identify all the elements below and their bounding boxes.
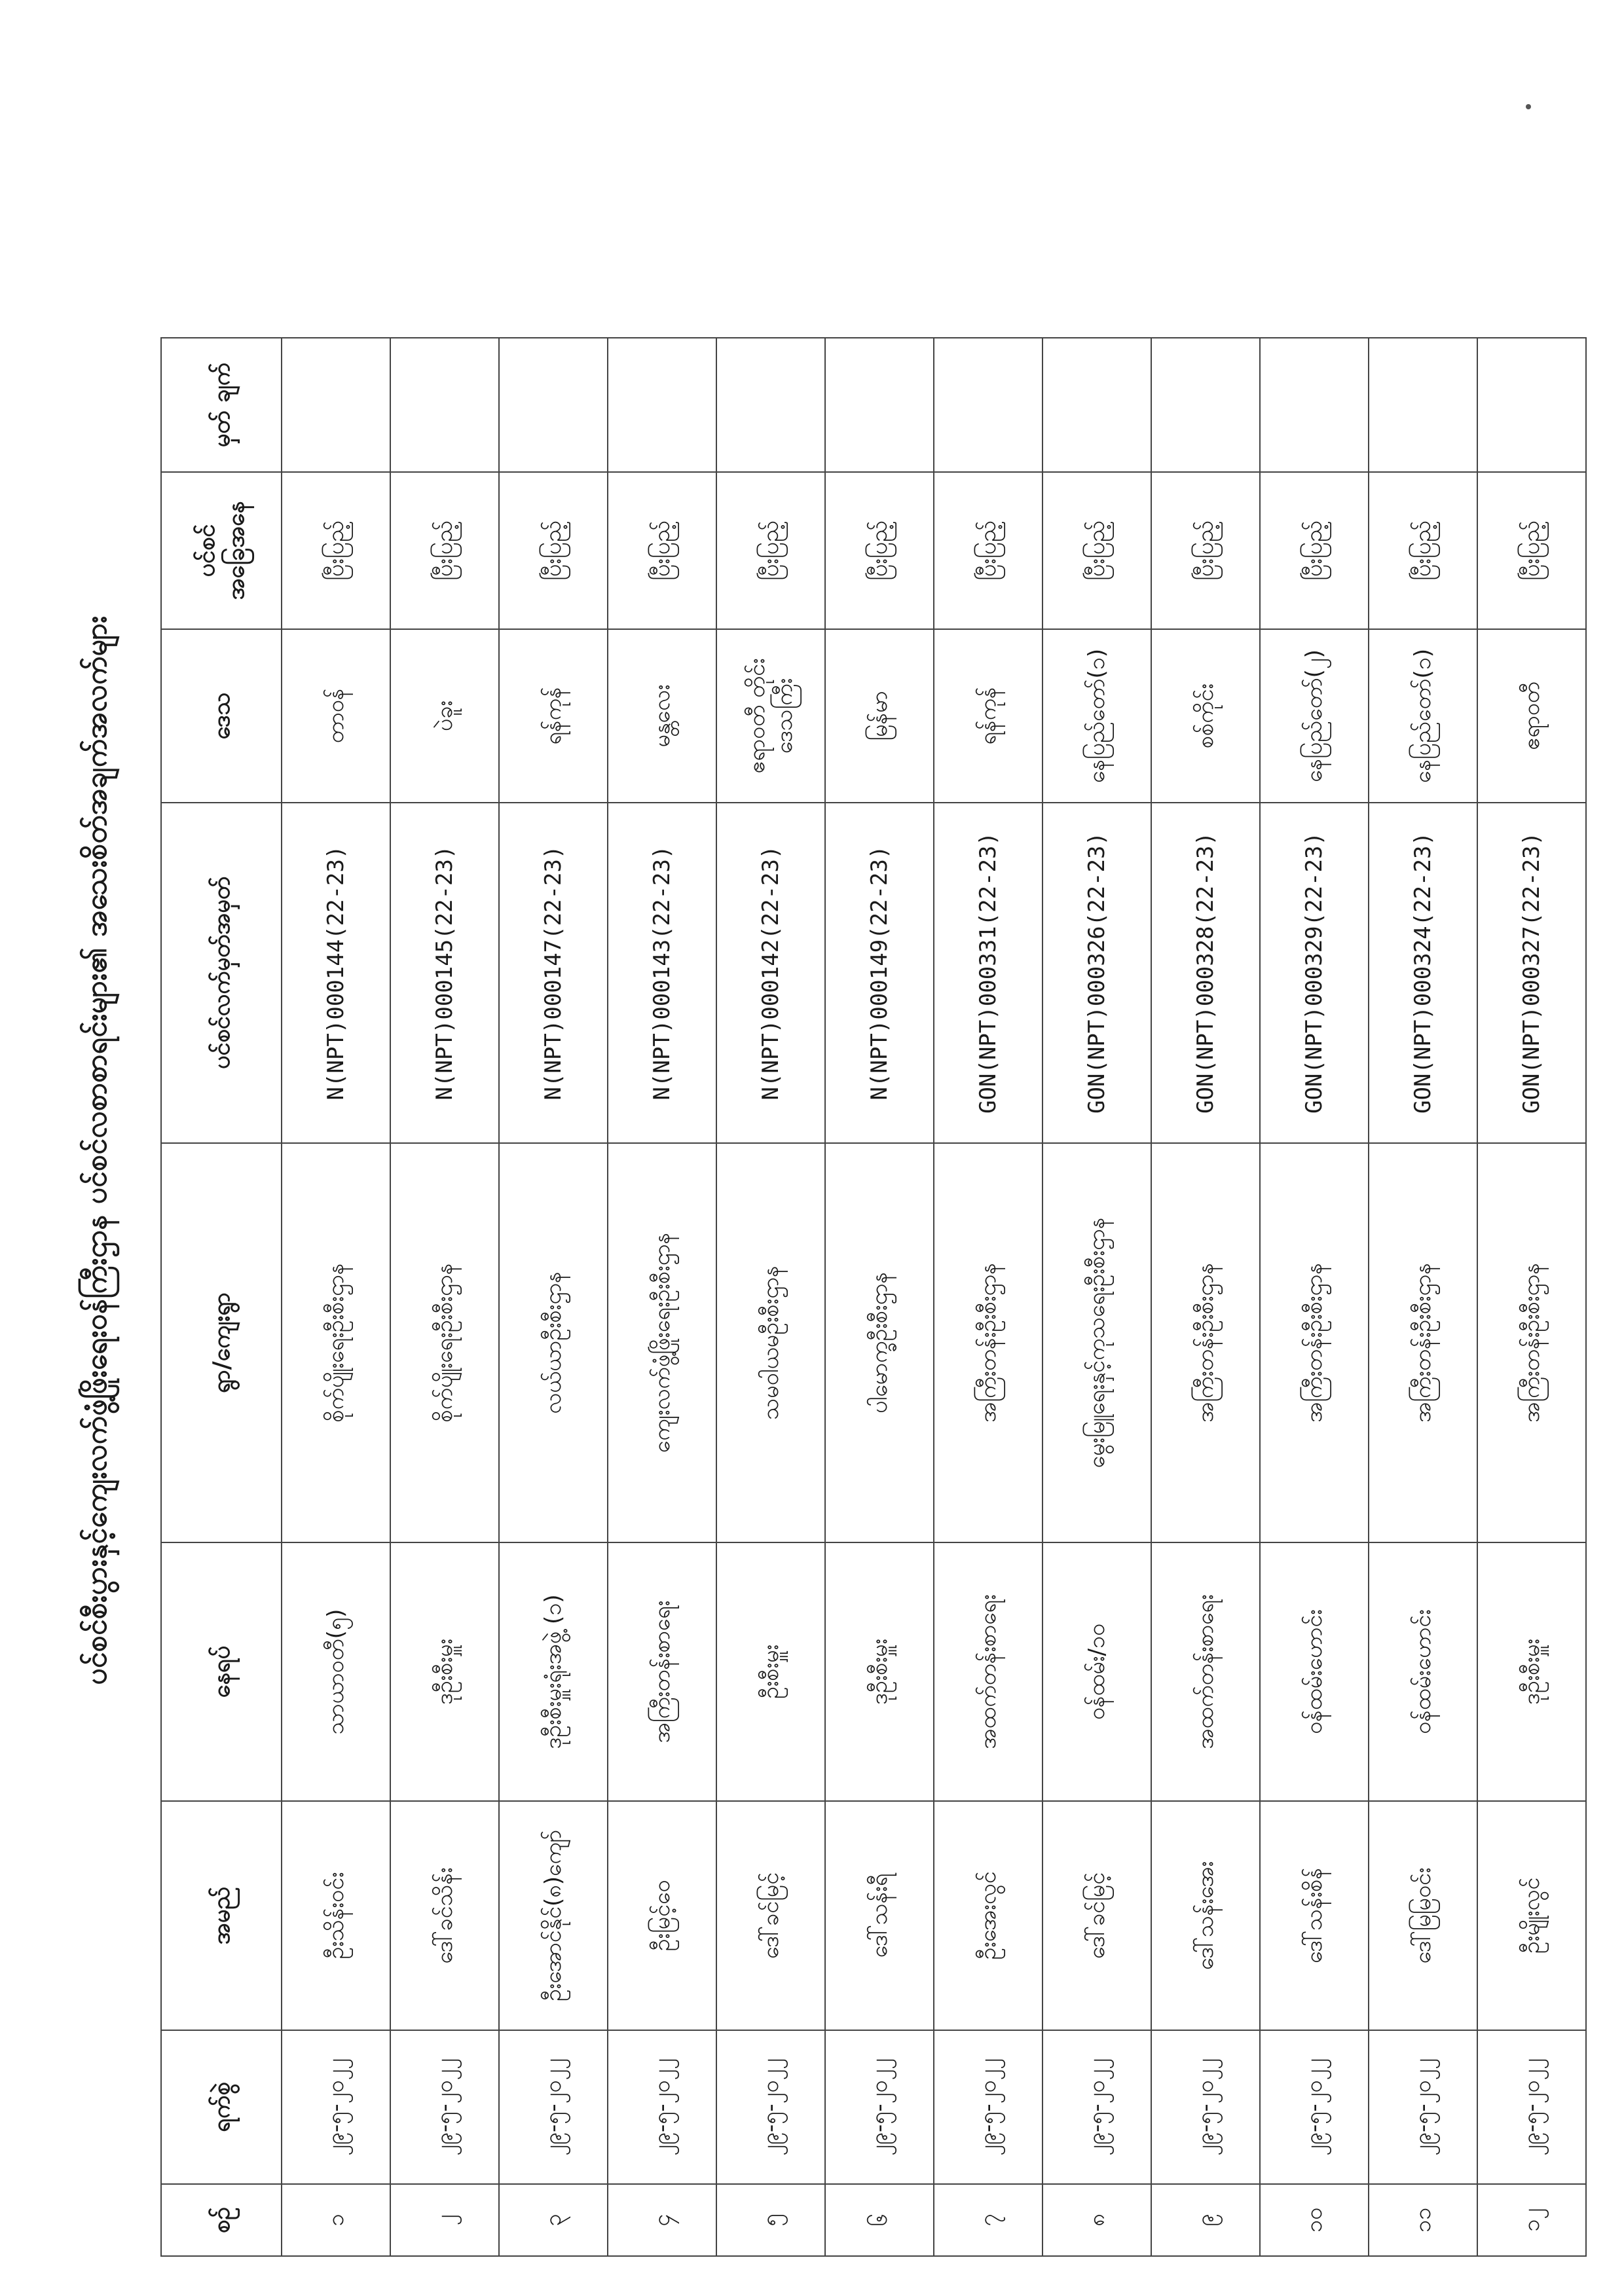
cell-date: ၂၉-၅-၂၀၂၂ (1151, 2030, 1260, 2184)
cell-name: ဒေါ်ခင်သိန်း (390, 1801, 499, 2030)
cell-name: ဒေါ်သန်းအေး (1151, 1801, 1260, 2030)
cell-remark (390, 338, 499, 472)
cell-no: ၅ (716, 2184, 825, 2256)
cell-region: နေပြည်တော်(၁) (1043, 629, 1151, 803)
header-remark: မှတ် ချက် (161, 338, 282, 472)
cell-village: အကြီးတန်းဦးစီးဌာန (1151, 1143, 1260, 1542)
cell-name: ဦးအောင်နိုင်(၈)ကျော် (499, 1801, 608, 2030)
cell-date: ၂၉-၅-၂၀၂၂ (1477, 2030, 1586, 2184)
cell-address: ဝန်ထမ်း/၁၀ (1043, 1542, 1151, 1801)
cell-remark (1369, 338, 1477, 472)
table-row (1043, 338, 1151, 2256)
cell-remark (608, 338, 716, 472)
cell-village: စိုက်ပျိုးရေးဦးစီးဌာန (282, 1143, 390, 1542)
table-row (608, 338, 716, 2256)
cell-remark (934, 338, 1043, 472)
cell-region: ရန်ကုန် (934, 629, 1043, 803)
cell-license: GON(NPT)000326(22-23) (1043, 803, 1151, 1143)
cell-address: အထက်တန်းစာရေး (934, 1542, 1043, 1801)
table-row (1151, 338, 1260, 2256)
cell-remark (825, 338, 934, 472)
cell-status: ပြီးပြည့် (282, 472, 390, 629)
cell-no: ၁၂ (1477, 2184, 1586, 2256)
cell-status: ပြီးပြည့် (934, 472, 1043, 629)
cell-no: ၇ (934, 2184, 1043, 2256)
cell-date: ၂၉-၅-၂၀၂၂ (499, 2030, 608, 2184)
cell-license: GON(NPT)000328(22-23) (1151, 803, 1260, 1143)
cell-address: ဒုဦးစီးမှူး (390, 1542, 499, 1801)
cell-address: ဒုဦးစီးမှူး (1477, 1542, 1586, 1801)
header-name: အမည် (161, 1801, 282, 2030)
cell-name: ဒေါ်ခင်မြင့် (716, 1801, 825, 2030)
cell-region: မန္တလေး (608, 629, 716, 803)
cell-no: ၄ (608, 2184, 716, 2256)
cell-remark (1260, 338, 1369, 472)
cell-region: ပဲခူး (390, 629, 499, 803)
cell-date: ၂၉-၅-၂၀၂၂ (282, 2030, 390, 2184)
cell-date: ၂၉-၅-၂၀၂၂ (1043, 2030, 1151, 2184)
cell-no: ၁၀ (1260, 2184, 1369, 2256)
cell-license: GON(NPT)000327(22-23) (1477, 803, 1586, 1143)
cell-license: N(NPT)000149(22-23) (825, 803, 934, 1143)
cell-remark (282, 338, 390, 472)
table-row (716, 338, 825, 2256)
cell-village: မွေးမြူရေးနှင့်ကုသရေးဦးစီးဌာန (1043, 1143, 1151, 1542)
cell-village: စိုက်ပျိုးရေးဦးစီးဌာန (390, 1143, 499, 1542)
cell-village: အကြီးတန်းဦးစီးဌာန (1477, 1143, 1586, 1542)
cell-license: GON(NPT)000329(22-23) (1260, 803, 1369, 1143)
cell-name: ဦးမျိုးလွင် (1477, 1801, 1586, 2030)
table-row (825, 338, 934, 2256)
cell-status: ပြီးပြည့် (390, 472, 499, 629)
cell-village: ကျေးလက်ဖွံ့ဖြိုးရေးဦးစီးဌာန (608, 1143, 716, 1542)
cell-license: N(NPT)000142(22-23) (716, 803, 825, 1143)
cell-name: ဦးအေးလွင် (934, 1801, 1043, 2030)
cell-no: ၂ (390, 2184, 499, 2256)
cell-region: နေပြည်တော်(၂) (1260, 629, 1369, 803)
cell-date: ၂၉-၅-၂၀၂၂ (716, 2030, 825, 2184)
cell-no: ၁ (282, 2184, 390, 2256)
stray-dot (1526, 104, 1531, 109)
table-row (390, 338, 499, 2256)
cell-name: ဒေါ်သန်းစိန် (1260, 1801, 1369, 2030)
cell-address: ဒုဦးစီးမှူးရုံးအဖွဲ့ (၁) (499, 1542, 608, 1801)
cell-license: N(NPT)000144(22-23) (282, 803, 390, 1143)
cell-license: N(NPT)000147(22-23) (499, 803, 608, 1143)
header-status: ပင်စင် အခြေအနေ (161, 472, 282, 629)
header-region: ဒေသ (161, 629, 282, 803)
table-row (1369, 338, 1477, 2256)
cell-village: အကြီးတန်းဦးစီးဌာန (934, 1143, 1043, 1542)
cell-no: ၁၁ (1369, 2184, 1477, 2256)
table-row (282, 338, 390, 2256)
cell-region: တာဝန် (282, 629, 390, 803)
pension-table (160, 337, 1587, 2257)
cell-remark (716, 338, 825, 472)
cell-address: အကြီးတန်းစာရေး (608, 1542, 716, 1801)
cell-remark (1477, 338, 1586, 472)
cell-no: ၃ (499, 2184, 608, 2256)
table-row (499, 338, 608, 2256)
cell-status: ပြီးပြည့် (1369, 472, 1477, 629)
page-title: ပင်စင်စီးပွားနှင့်ကျေးလက်ဖွံ့ဖြိုးရေးဝန်ကြီးဌာန ပင်စင်လစာစာရင်းများ၏ အသေးစိတ်အချက်အလက်များ (80, 615, 113, 1685)
cell-name: ဒေါ်သန်းရီ (825, 1801, 934, 2030)
cell-status: ပြီးပြည့် (825, 472, 934, 629)
cell-name: ဦးသိန်းဝင်း (282, 1801, 390, 2030)
cell-address: အထက်တန်းစာရေး (1151, 1542, 1260, 1801)
cell-no: ၆ (825, 2184, 934, 2256)
cell-address: ဝန်ထမ်းဟောင်း (1369, 1542, 1477, 1801)
cell-address: ဝန်ထမ်းဟောင်း (1260, 1542, 1369, 1801)
cell-village: ပါမောက္ခဦးစီးဌာန (825, 1143, 934, 1542)
cell-address: သာယာဝတီ(၅) (282, 1542, 390, 1801)
cell-status: ပြီးပြည့် (716, 472, 825, 629)
cell-name: ဒေါ်မြမြဝင်း (1369, 1801, 1477, 2030)
cell-village: သမဝါယမဦးစီးဌာန (716, 1143, 825, 1542)
cell-status: ပြီးပြည့် (1151, 472, 1260, 629)
cell-region: မြန်မာ (825, 629, 934, 803)
cell-no: ၈ (1043, 2184, 1151, 2256)
cell-license: GON(NPT)000324(22-23) (1369, 803, 1477, 1143)
cell-remark (499, 338, 608, 472)
cell-license: GON(NPT)000331(22-23) (934, 803, 1043, 1143)
table-header-row (161, 338, 282, 2256)
cell-region: စစ်ကိုင်း (1151, 629, 1260, 803)
header-address: နေရပ် (161, 1542, 282, 1801)
cell-license: N(NPT)000145(22-23) (390, 803, 499, 1143)
cell-address: ဦးစီးမှူး (716, 1542, 825, 1801)
cell-date: ၂၉-၅-၂၀၂၂ (825, 2030, 934, 2184)
cell-status: ပြီးပြည့် (1477, 472, 1586, 629)
cell-license: N(NPT)000143(22-23) (608, 803, 716, 1143)
header-village: ရွာ/ကျေးရွာ (161, 1143, 282, 1542)
cell-name: ဒေါ်ခင်မြင့် (1043, 1801, 1151, 2030)
header-license: ပင်စင်လက်မှတ်အမှတ် (161, 803, 282, 1143)
header-no: စဉ် (161, 2184, 282, 2256)
cell-no: ၉ (1151, 2184, 1260, 2256)
cell-date: ၂၉-၅-၂၀၂၂ (1260, 2030, 1369, 2184)
cell-status: ပြီးပြည့် (1043, 472, 1151, 629)
cell-village: အကြီးတန်းဦးစီးဌာန (1260, 1143, 1369, 1542)
table-row (1260, 338, 1369, 2256)
cell-region: ရန်ကုန် (499, 629, 608, 803)
cell-region: ဧရာဝတီ (1477, 629, 1586, 803)
cell-date: ၂၉-၅-၂၀၂၂ (608, 2030, 716, 2184)
cell-address: ဒုဦးစီးမှူး (825, 1542, 934, 1801)
cell-date: ၂၉-၅-၂၀၂၂ (390, 2030, 499, 2184)
cell-date: ၂၉-၅-၂၀၂၂ (1369, 2030, 1477, 2184)
cell-region: ဧရာဝတီ တိုင်းဒေသကြီး (716, 629, 825, 803)
cell-status: ပြီးပြည့် (1260, 472, 1369, 629)
cell-village: လယ်ယာဦးစီးဌာန (499, 1143, 608, 1542)
cell-region: နေပြည်တော်(၁) (1369, 629, 1477, 803)
cell-date: ၂၉-၅-၂၀၂၂ (934, 2030, 1043, 2184)
header-date: ရက်စွဲ (161, 2030, 282, 2184)
cell-status: ပြီးပြည့် (499, 472, 608, 629)
cell-name: ဦးမြင့်ဝေ (608, 1801, 716, 2030)
cell-status: ပြီးပြည့် (608, 472, 716, 629)
cell-remark (1043, 338, 1151, 472)
cell-remark (1151, 338, 1260, 472)
table-row (934, 338, 1043, 2256)
table-row (1477, 338, 1586, 2256)
cell-village: အကြီးတန်းဦးစီးဌာန (1369, 1143, 1477, 1542)
